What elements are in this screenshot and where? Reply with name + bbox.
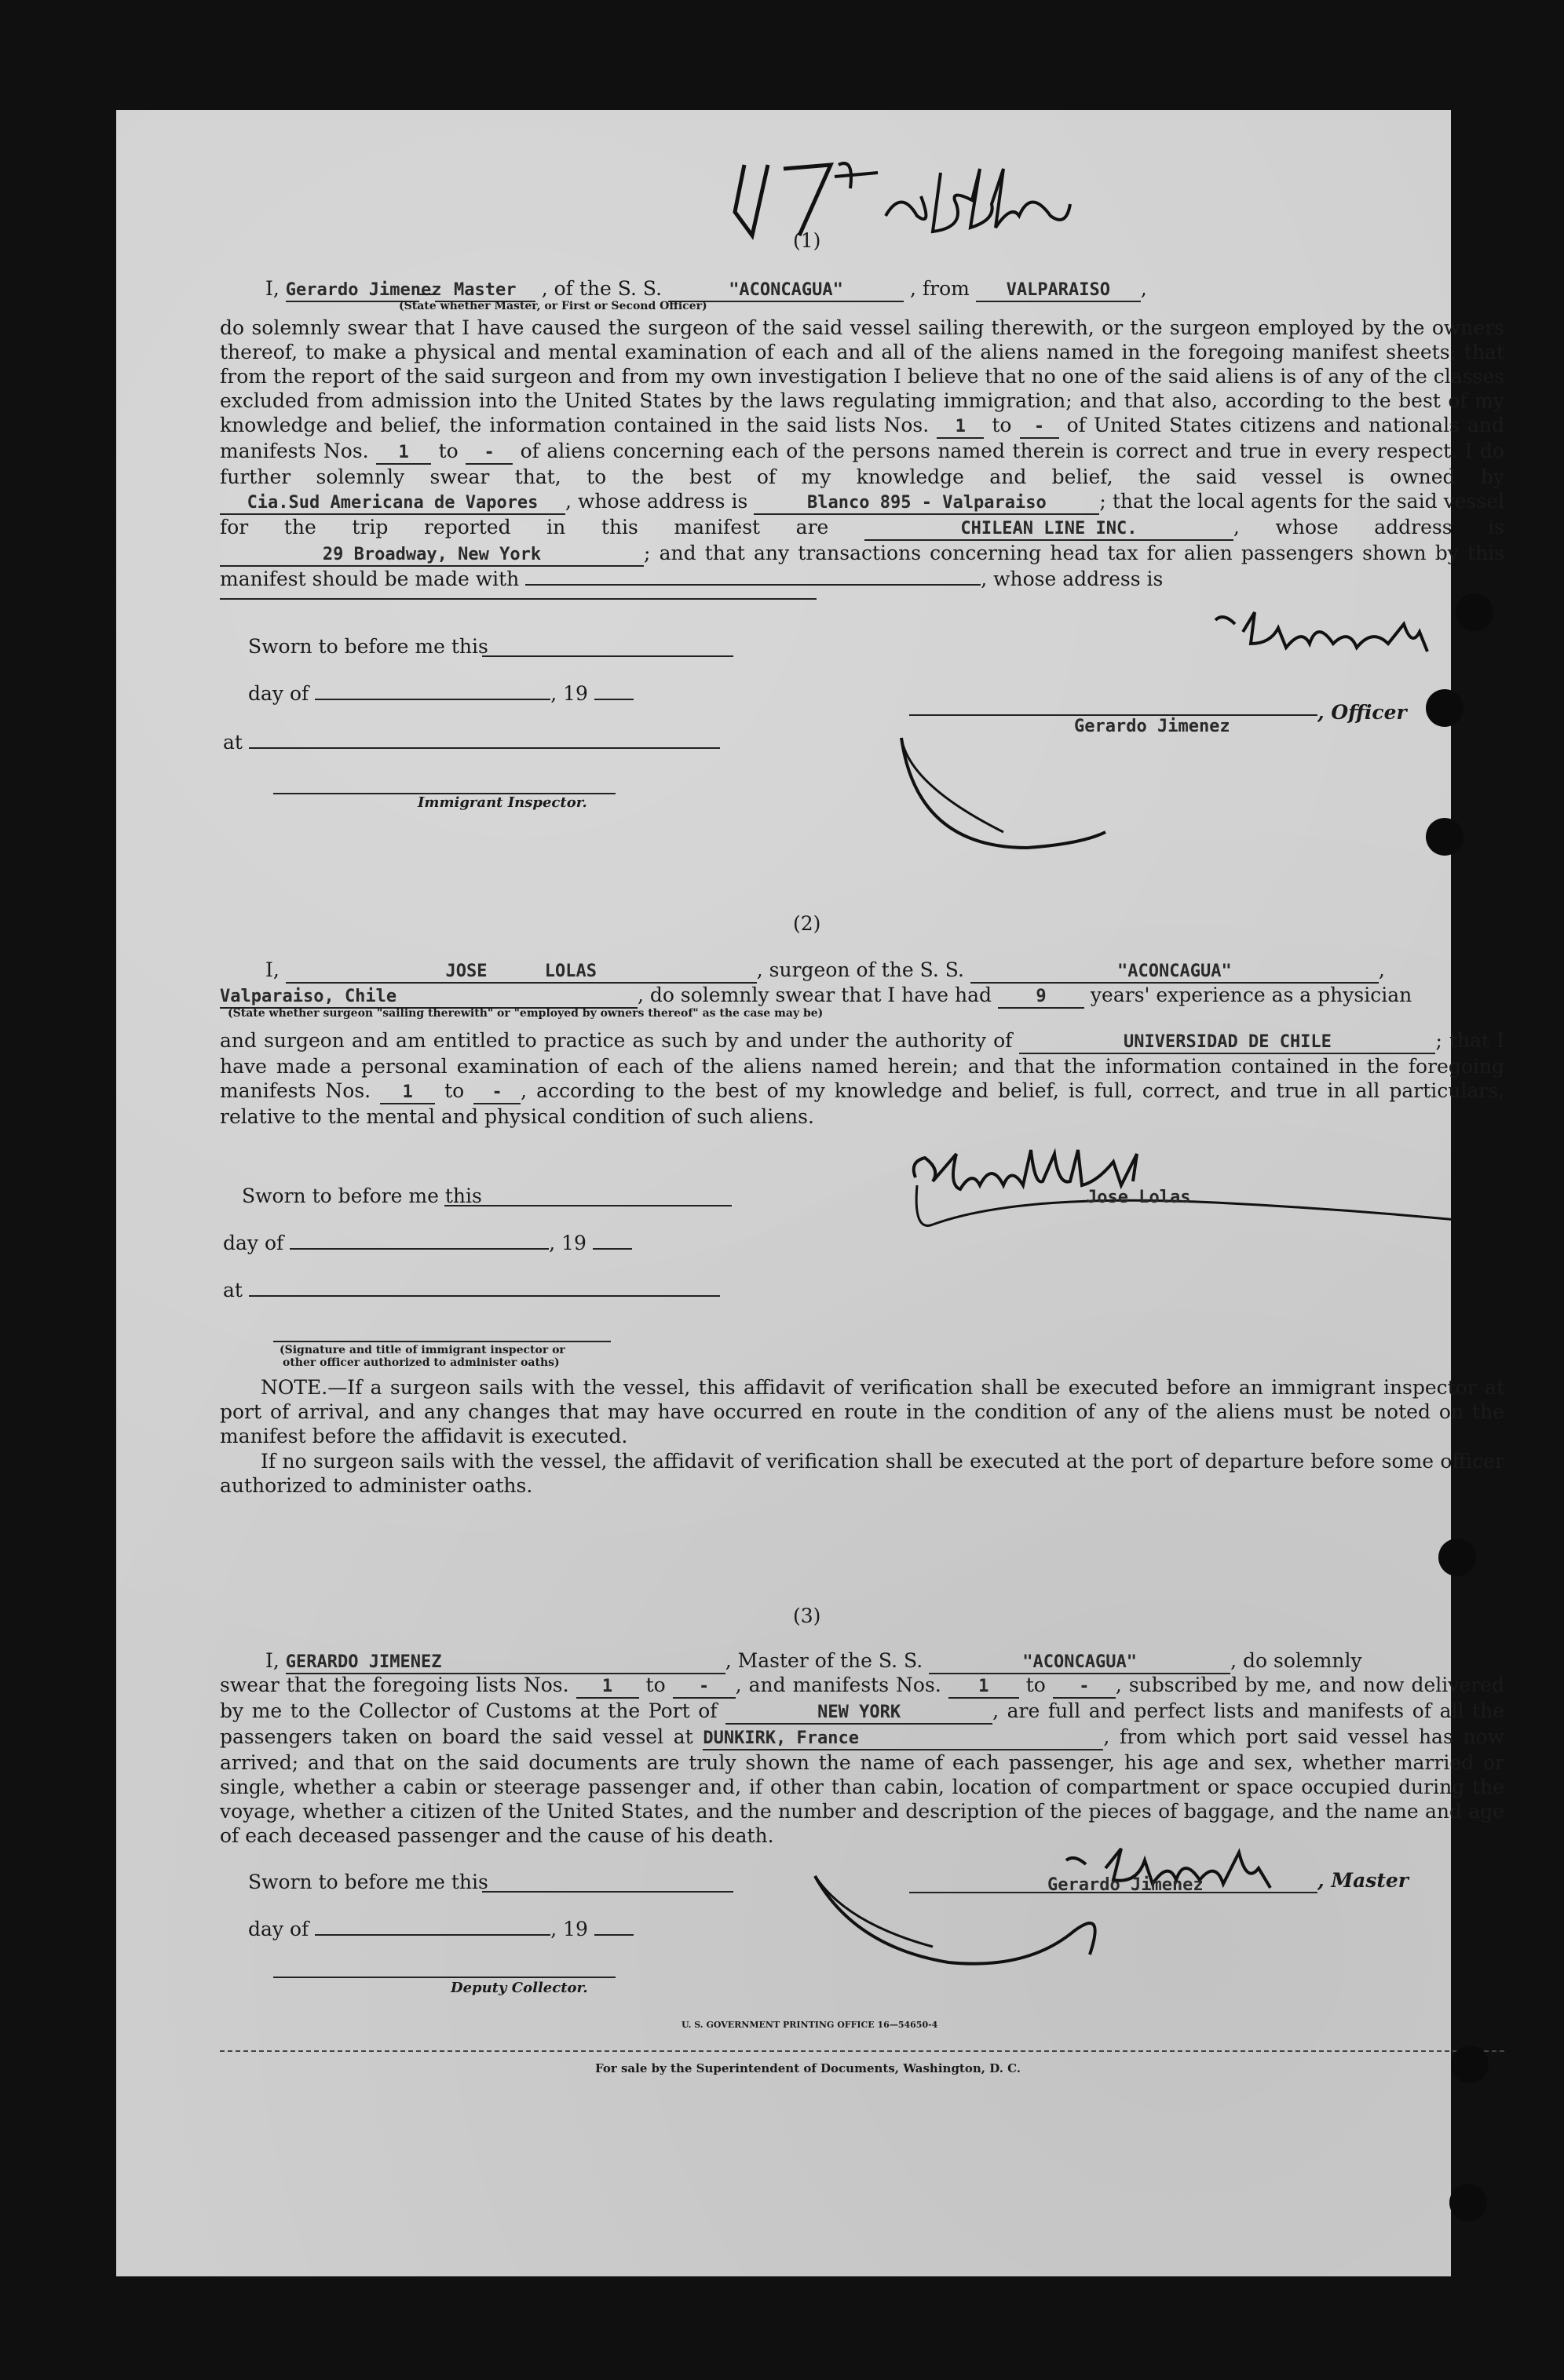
vessel-field[interactable]: "ACONCAGUA" — [668, 280, 904, 302]
punch-hole — [1426, 689, 1464, 727]
section-2-line-1: I, JOSE LOLAS , surgeon of the S. S. "ACONCAGUA" , — [265, 958, 1385, 984]
head-tax-agent-field[interactable] — [525, 584, 981, 586]
note-paragraph-1: NOTE.—If a surgeon sails with the vessel, this affidavit of verification shall be executed before an immigrant inspector at port of arrival, and any changes that may have occurred en route in the condition of any of the aliens must be noted on the manifest before the affidavit is executed. — [220, 1376, 1504, 1447]
section-3-body: swear that the foregoing lists Nos. 1 to - , and manifests Nos. 1 to - , subscribed by me, and now delivered by me to the Collector of Customs at the Port of NEW YORK , are full and perfect lists and manifests of all the passengers taken on board the said vessel at DUNKIRK, France , from which port said vessel has now arrived; and that on the said documents are truly shown the name of each passenger, his age and sex, whether married or single, whether a cabin or steerage passenger and, if other than cabin, location of compartment or space occupied during the voyage, whether a citizen of the United States, and the number and description of the pieces of baggage, and the name and age of each deceased passenger and the cause of his death. — [220, 1674, 1504, 1847]
day-of-label-3: day of , 19 — [248, 1917, 634, 1941]
sworn-label-3: Sworn to before me this — [248, 1871, 488, 1893]
agents-field[interactable]: CHILEAN LINE INC. — [864, 519, 1233, 541]
punch-hole — [1449, 2184, 1487, 2221]
of-ss-label: , of the S. S. — [541, 277, 663, 300]
authority-field[interactable]: UNIVERSIDAD DE CHILE — [1019, 1032, 1435, 1054]
lists-from-field[interactable]: 1 — [937, 417, 984, 439]
surgeon-name-field[interactable]: JOSE LOLAS — [286, 962, 757, 984]
section-1-body: do solemnly swear that I have caused the surgeon of the said vessel sailing therewith, or the surgeon employed by the owners thereof, to make a physical and mental examination of each and all of the aliens named in the foregoing manifest sheets; that from the report of the said surgeon and from my own investigation I believe that no one of the said aliens is of any of the classes excluded from admission into the United States by the laws regulating immigration; and that also, according to the best of my knowledge and belief, the information contained in the said lists Nos. 1 to - of United States citizens and nationals and manifests Nos. 1 to - of aliens concerning each of the persons named therein is correct and true in every respect. I do further solemnly swear that, to the best of my knowledge and belief, the said vessel is owned by Cia.Sud Americana de Vapores , whose address is Blanco 895 - Valparaiso ; that the local agents for the said vessel for the trip reported in this manifest are CHILEAN LINE INC. , whose address is 29 Broadway, New York ; and that any transactions concerning head tax for alien passengers shown by this manifest should be made with , whose address is — [220, 316, 1505, 590]
punch-hole — [1438, 1539, 1476, 1576]
departure-port-field-3[interactable]: DUNKIRK, France — [703, 1728, 1103, 1750]
surgeon-typed-name: Jose Lolas — [1087, 1188, 1191, 1207]
note-paragraph-2: If no surgeon sails with the vessel, the affidavit of verification shall be executed at the port of departure before some officer authorized to administer oaths. — [220, 1450, 1504, 1497]
section-2-number: (2) — [793, 912, 821, 935]
manifests-to-field[interactable]: - — [466, 443, 513, 465]
section-1-number: (1) — [793, 229, 821, 252]
surgeon-state-note: (State whether surgeon "sailing therewith" or "employed by owners thereof" as the case may be) — [228, 1007, 824, 1020]
surgeon-location-field[interactable]: Valparaiso, Chile — [220, 987, 638, 1009]
year-field-3[interactable] — [594, 1934, 634, 1936]
punch-hole — [1426, 818, 1464, 856]
section-2-body: and surgeon and am entitled to practice as such by and under the authority of UNIVERSIDAD DE CHILE ; that I have made a personal examination of each of the aliens named herein; and that the information contained in the foregoing manifests Nos. 1 to - , according to the best of my knowledge and belief, is full, correct, and true in all particulars, relative to the mental and physical condition of such aliens. — [220, 1029, 1505, 1128]
i-label: I, — [265, 277, 280, 300]
rank-field[interactable]: Master — [435, 280, 535, 302]
sworn-label-2: Sworn to before me this — [242, 1185, 482, 1207]
master-typed-name: Gerardo Jimenez — [1047, 1875, 1204, 1895]
section-2-line-2: Valparaiso, Chile , do solemnly swear that I have had 9 years' experience as a physician — [220, 983, 1412, 1009]
section-3-line-1: I, GERARDO JIMENEZ , Master of the S. S. "ACONCAGUA" , do solemnly — [265, 1648, 1362, 1674]
officer-typed-name: Gerardo Jimenez — [1074, 717, 1230, 736]
owner-field[interactable]: Cia.Sud Americana de Vapores — [220, 493, 565, 515]
year-field-1[interactable] — [594, 699, 634, 700]
lists-from-field-3[interactable]: 1 — [576, 1677, 639, 1699]
for-sale-line: For sale by the Superintendent of Documents, Washington, D. C. — [595, 2061, 1021, 2075]
departure-port-field[interactable]: VALPARAISO — [976, 280, 1141, 302]
vessel-field-3[interactable]: "ACONCAGUA" — [929, 1652, 1230, 1674]
at-label-1: at — [223, 730, 720, 754]
officer-signature — [768, 597, 1522, 887]
master-name-field[interactable]: Gerardo Jimenez — [286, 280, 419, 302]
section-1-line-1: I, Gerardo Jimenez Master , of the S. S. "ACONCAGUA" , from VALPARAISO , — [265, 276, 1147, 302]
printing-office-line: U. S. GOVERNMENT PRINTING OFFICE 16—54650-4 — [682, 2020, 938, 2030]
master-name-field-3[interactable]: GERARDO JIMENEZ — [286, 1652, 725, 1674]
manifests-from-field-3[interactable]: 1 — [948, 1677, 1019, 1699]
deputy-collector-label: Deputy Collector. — [451, 1980, 588, 1996]
year-field-2[interactable] — [593, 1248, 632, 1250]
officer-label: , Officer — [1317, 701, 1407, 724]
years-field[interactable]: 9 — [998, 987, 1084, 1009]
surgeon-manifests-from-field[interactable]: 1 — [380, 1082, 435, 1104]
day-of-label-1: day of , 19 — [248, 681, 634, 706]
owner-address-field[interactable]: Blanco 895 - Valparaiso — [754, 493, 1099, 515]
document-page — [116, 110, 1505, 2276]
at-label-2: at — [223, 1278, 720, 1302]
day-of-field-3[interactable] — [315, 1934, 550, 1936]
head-tax-address-line[interactable] — [220, 598, 817, 600]
day-of-field-2[interactable] — [290, 1248, 549, 1250]
day-of-label-2: day of , 19 — [223, 1231, 632, 1255]
master-signature — [697, 1837, 1404, 1994]
at-field-2[interactable] — [249, 1295, 720, 1297]
sig-note-line-2: other officer authorized to administer oaths) — [283, 1356, 560, 1369]
master-label: , Master — [1317, 1869, 1409, 1892]
day-of-field-1[interactable] — [315, 699, 550, 700]
from-label: , from — [910, 277, 970, 300]
lists-to-field-3[interactable]: - — [673, 1677, 736, 1699]
manifests-to-field-3[interactable]: - — [1053, 1677, 1116, 1699]
immigrant-inspector-label: Immigrant Inspector. — [418, 794, 587, 811]
lists-to-field[interactable]: - — [1020, 417, 1059, 439]
surgeon-manifests-to-field[interactable]: - — [473, 1082, 521, 1104]
surgeon-vessel-field[interactable]: "ACONCAGUA" — [970, 962, 1379, 984]
rank-note: (State whether Master, or First or Second Officer) — [399, 300, 707, 312]
arrival-port-field[interactable]: NEW YORK — [725, 1703, 992, 1725]
manifests-from-field[interactable]: 1 — [376, 443, 431, 465]
punch-hole — [1456, 593, 1493, 631]
agent-address-field[interactable]: 29 Broadway, New York — [220, 545, 644, 567]
section-3-number: (3) — [793, 1604, 821, 1627]
sworn-label-1: Sworn to before me this — [248, 635, 488, 658]
at-field-1[interactable] — [249, 747, 720, 749]
punch-hole — [1451, 2046, 1489, 2083]
sig-note-line-1: (Signature and title of immigrant inspector or — [280, 1344, 565, 1356]
handwritten-note — [721, 141, 1082, 243]
